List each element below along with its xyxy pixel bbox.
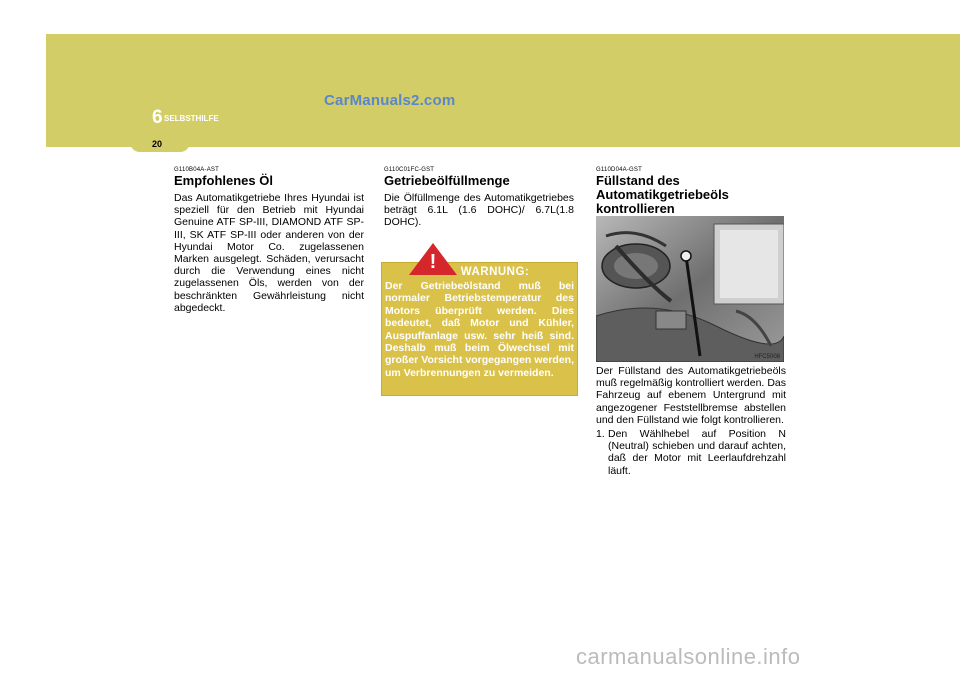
section-body: Der Füllstand des Automatikgetriebeöls muß regelmäßig kontrolliert werden. Das Fahrzeug auf ebenem Untergrund mit angezogener Feststellbremse abstellen und den Füllstand wie folgt kontrollieren. — [596, 365, 786, 426]
section-heading: Füllstand des Automatikgetriebeöls kontrollieren — [596, 173, 729, 216]
warning-title: WARNUNG: — [460, 266, 530, 278]
warning-symbol: ! — [429, 251, 437, 273]
image-label: HFC5008 — [754, 354, 780, 360]
step-number: 1. — [596, 428, 605, 441]
step-item — [596, 428, 786, 477]
section-heading: Getriebeölfüllmenge — [384, 173, 510, 188]
section-recommended-oil — [174, 166, 364, 314]
chapter-number: 6 — [152, 107, 163, 128]
chapter-title: SELBSTHILFE — [164, 114, 219, 123]
footer-watermark[interactable]: carmanualsonline.info — [576, 644, 801, 669]
step-text: Den Wählhebel auf Position N (Neutral) schieben und darauf achten, daß der Motor mit Leerlaufdrehzahl läuft. — [608, 428, 786, 477]
engine-bay-photo — [596, 216, 784, 362]
section-code: G110B04A-AST — [174, 167, 219, 173]
section-code: G110C01FC-GST — [384, 167, 435, 173]
engine-bay-illustration — [596, 216, 784, 362]
section-oil-capacity — [384, 166, 574, 229]
page-number: 20 — [152, 139, 163, 149]
header-watermark[interactable]: CarManuals2.com — [324, 92, 456, 109]
section-check-oil-level — [596, 166, 786, 220]
section-body: Die Ölfüllmenge des Automatikgetriebes beträgt 6.1L (1.6 DOHC)/ 6.7L(1.8 DOHC). — [384, 192, 574, 229]
section-heading: Empfohlenes Öl — [174, 173, 273, 188]
check-oil-body — [596, 365, 786, 477]
warning-text: Der Getriebeölstand muß bei normaler Betriebstemperatur des Motors überprüft werden. Dies bedeutet, daß Motor und Kühler, Auspuffanlage usw. sehr heiß sind. Deshalb muß beim Ölwechsel mit großer Vorsicht vorgegangen werden, um Verbrennungen zu vermeiden. — [385, 280, 574, 379]
section-body: Das Automatikgetriebe Ihres Hyundai ist speziell für den Betrieb mit Hyundai Genuine ATF SP-III, DIAMOND ATF SP-III, SK ATF SP-III oder anderen von der Hyundai Motor Co. zugelassenen Marken ausgelegt. Schäden, verursacht durch die Verwendung eines nicht zugelassenen Öls, werden von der beschränkten Gewährleistung nicht abgedeckt. — [174, 192, 364, 314]
section-code: G110D04A-GST — [596, 167, 642, 173]
warning-box — [381, 242, 578, 396]
